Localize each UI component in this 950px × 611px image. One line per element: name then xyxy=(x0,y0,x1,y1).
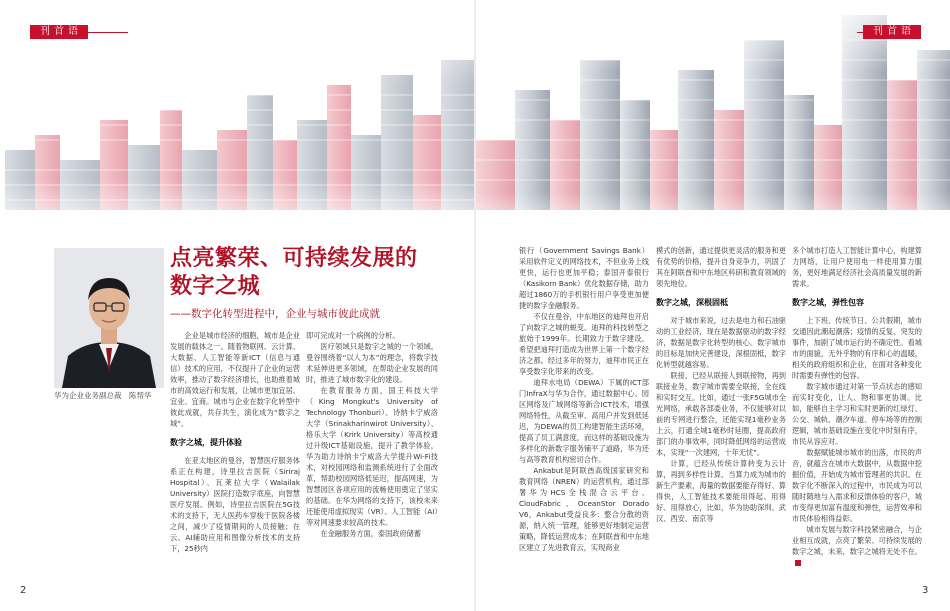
title-line-1: 点亮繁荣、可持续发展的 xyxy=(170,246,418,271)
page-number-right: 3 xyxy=(922,585,929,596)
text-column-2 xyxy=(306,330,438,608)
tag-rule xyxy=(88,32,128,33)
paragraph: 对于城市来说，过去是电力和石油驱动的工业经济，现在是数据驱动的数字经济，数据是数字化转型的核心。数字城市的目标是加快完善建设，深根固柢，数字化转型就越容易。 xyxy=(656,316,786,369)
right-page xyxy=(475,0,950,611)
paragraph: 模式的创新，通过提供更灵活的服务和更有优势的价格，提升自身竞争力，巩固了其在阿联酋和中东地区科研和教育领域的领先地位。 xyxy=(656,246,786,288)
text-column-5 xyxy=(792,245,922,610)
text-column-4 xyxy=(656,245,786,610)
section-heading: 数字之城，深根固柢 xyxy=(656,298,728,307)
paragraph: 计算，已经从传统计算转变为云计算，再到多样性计算，当算力成为城市的新生产要素，海量的数据要能存得好、算得快，人工智能技术要能用得起、用得好、用得放心，比如，华为协助深圳、武汉、西安、南京等 xyxy=(656,459,786,523)
page-number-left: 2 xyxy=(20,585,27,596)
section-tag-left xyxy=(30,25,128,39)
paragraph: 数据赋能城市城市的出落，市民的声音，就蕴含在城市大数据中，从数据中挖掘价值，开始成为城市管理者的共识。在数字化不断深入的过程中，市民成为可以随时随地与入需求和反馈体验的客户，城市变得更加富有温度和弹性，运营效率和市民体验相得益彰。 xyxy=(792,448,922,523)
paragraph: 联接，已经从联接人到联接物，再到联接业务，数字城市需要全联接，全在线和实时交互。比如，通过一张F5G城市全光网络，承载各部委业务，不仅能够对以前的专网进行整合，还能实现1毫秒业务上云，打通全城1毫秒时延圈，提高政府部门的办事效率，同时降低网络的运营成本，实现“一次建网，十年无忧”。 xyxy=(656,371,786,457)
section-tag-right xyxy=(857,25,921,39)
paragraph: Ankabut是阿联酋高级国家研究和教育网络（NREN）的运营机构，通过部署华为HCS全栈混合云平台、CloudFabric、OceanStor Dorado V6，Ankabut受益良多：整合分散的资源，纳入统一管理，能够更好地制定运营策略，降低运营成本；在阿联酋和中东地区建立了先进教育云，实现商业 xyxy=(519,466,649,552)
photo-caption: 华为企业业务副总裁 陈帮华 xyxy=(54,391,152,400)
paragraph: 在教育服务方面，国王科技大学（King Mongkut's University of Technology Thonburi）、诗纳卡宁威洛大学（Srinakharinwirot University）、格乐大学（Krirk University）等高校通过升级ICT基础设施，提升了教学体验，华为助力诗纳卡宁威洛大学提升Wi-Fi技术，对校园网络和监测系统进行了全面改革，帮助校园网络低延迟，提高网速，为智慧园区各项应用的流畅使用奠定了坚实的基础。在华为网络的支持下，该校未来还能使用虚拟现实（VR）、人工智能（AI）等对网速要求较高的技术。 xyxy=(306,386,438,527)
paragraph: 企业是城市经济的细胞，城市是企业发展的载体之一。随着物联网、云计算、大数据、人工智能等新ICT（信息与通信）技术的应用，不仅提升了企业的运营效率，推动了数字经济增长，也助推着城市的高效运行和发展，让城市更加宜居、宜业、宜商。城市与企业在数字化转型中彼此成就，共存共生，演化成为“数字之城”。 xyxy=(170,331,300,428)
paragraph: 即可完成对一个病例的分析。 xyxy=(306,331,400,340)
paragraph: 不仅在曼谷，中东地区的迪拜也开启了向数字之城的蜕变。迪拜的科技转型之旅始于1999年。长期致力于数字建设，希望把迪拜打造成为世界上第一个数字经济之都。经过多年的努力，迪拜市民正在享受数字化带来的改变。 xyxy=(519,312,649,376)
section-tag-label: 刊首语 xyxy=(30,25,88,39)
paragraph: 多个城市打造人工智能计算中心，构建算力网络，让用户使用电一样使用算力服务，更好地满足经济社会高质量发展的新需求。 xyxy=(792,246,922,288)
article-subtitle: ——数字化转型进程中，企业与城市彼此成就 xyxy=(170,308,380,320)
section-heading: 数字之城，弹性包容 xyxy=(792,298,864,307)
book-spine xyxy=(474,0,476,611)
paragraph: 在亚太地区的曼谷，智慧医疗服务体系正在构建，诗里拉吉医院（Siriraj Hospital）、瓦莱拉大学（Walailak University）医院打造数字底座，向智慧医疗发展。例如，诗里拉吉医院在5G技术的支持下，无人医药车穿梭于医院各楼之间，减少了疫情期间的人员接触；在云、AI辅助应用和图像分析技术的支持下，25秒内 xyxy=(170,456,300,553)
paragraph: 迪拜水电局（DEWA）下属的ICT部门InfraX与华为合作，通过数据中心、园区网络及广域网络等新合ICT技术，增强网络特性，从截至审、高用户并发到低延迟，为DEWA的员工构建智能生活环境，提高了员工满意度，而这样的基础设施为多样化的新数字服务铺平了道路，华为还与高等教育机构密切合作。 xyxy=(519,378,649,464)
author-photo xyxy=(54,248,164,388)
paragraph: 在金融服务方面，泰国政府储蓄 xyxy=(320,529,422,538)
author-portrait xyxy=(54,248,164,388)
text-column-3 xyxy=(519,245,649,610)
paragraph: 数字城市通过对第一节点状态的感知而实时变化，让人、物和事更协调。比如，能够自主学习和实时更新的红绿灯、公交、城轨、潮汐车道、停车场等的控制逻辑，城市基础设施在变化中时刻有序，市民从容应对。 xyxy=(792,382,922,446)
section-tag-label: 刊首语 xyxy=(863,25,921,39)
title-line-2: 数字之城 xyxy=(170,274,261,299)
article-title xyxy=(170,245,470,301)
closing-paragraph: 城市发展与数字科技紧密融合，与企业相互成就，点亮了繁荣、可持续发展的数字之城，未来，数字之城将无处不在。 xyxy=(792,525,922,556)
paragraph: 银行（Government Savings Bank）采用软件定义的网络技术，不但业务上线更快，运行也更加平稳；泰国开泰银行（Kasikorn Bank）优化数据存储，助力超过1860万的手机银行用户享受更加便捷的数字金融服务。 xyxy=(519,246,649,310)
end-mark-icon xyxy=(795,560,801,566)
text-column-1 xyxy=(170,330,300,608)
section-heading: 数字之城，提升体验 xyxy=(170,438,242,447)
paragraph xyxy=(792,524,922,568)
paragraph: 上下班、传统节日、公共假期，城市交通因此潮起潮落；疫情的反复、突发的事件，加剧了城市运行的不确定性。看城市的面貌，无外乎物的有序和心的温暖，相关的政府组织和企业，在面对各种变化时需要有弹性的包容。 xyxy=(792,316,922,380)
paragraph: 医疗领域只是数字之城的一个领域。曼谷围绕着“以人为本”的理念，将数字技术延伸进更多领域，在帮助企业发展的同时，推进了城市数字化的建设。 xyxy=(306,342,438,384)
